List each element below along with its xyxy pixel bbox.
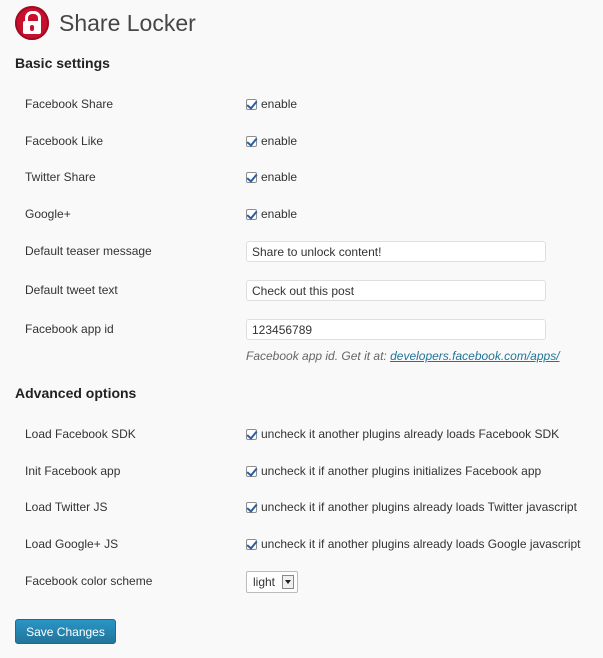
google-plus-text: enable <box>261 207 298 221</box>
facebook-like-field <box>246 134 297 148</box>
twitter-share-text: enable <box>261 170 298 184</box>
facebook-app-id-input[interactable] <box>246 319 546 340</box>
facebook-share-field <box>246 97 297 111</box>
load-twitter-js-label: Load Twitter JS <box>25 500 108 514</box>
load-twitter-js-text: uncheck it if another plugins already loads Twitter javascript <box>261 500 577 514</box>
facebook-like-text: enable <box>261 134 298 148</box>
advanced-options-heading: Advanced options <box>15 385 137 401</box>
page-title: Share Locker <box>59 9 196 36</box>
teaser-message-input[interactable] <box>246 241 546 262</box>
load-google-plus-js-checkbox[interactable] <box>246 539 257 550</box>
facebook-app-id-hint-text: Facebook app id. Get it at: <box>246 349 387 363</box>
google-plus-label: Google+ <box>25 207 71 221</box>
tweet-text-label: Default tweet text <box>25 283 118 297</box>
init-facebook-app-label: Init Facebook app <box>25 464 121 478</box>
load-facebook-sdk-field <box>246 427 559 441</box>
load-facebook-sdk-checkbox[interactable] <box>246 429 257 440</box>
color-scheme-value: light <box>253 575 276 589</box>
facebook-share-checkbox[interactable] <box>246 99 257 110</box>
twitter-share-field <box>246 170 297 184</box>
load-facebook-sdk-label: Load Facebook SDK <box>25 427 136 441</box>
facebook-share-text: enable <box>261 97 298 111</box>
teaser-message-label: Default teaser message <box>25 244 152 258</box>
init-facebook-app-checkbox[interactable] <box>246 466 257 477</box>
load-google-plus-js-label: Load Google+ JS <box>25 537 119 551</box>
load-twitter-js-field <box>246 500 577 514</box>
load-google-plus-js-field <box>246 537 581 551</box>
load-twitter-js-checkbox[interactable] <box>246 502 257 513</box>
color-scheme-select[interactable] <box>246 571 298 593</box>
init-facebook-app-text: uncheck it if another plugins initializes Facebook app <box>261 464 542 478</box>
facebook-share-label: Facebook Share <box>25 97 114 111</box>
save-changes-button[interactable]: Save Changes <box>15 619 116 644</box>
facebook-developers-link[interactable]: developers.facebook.com/apps/ <box>390 349 560 363</box>
twitter-share-checkbox[interactable] <box>246 172 257 183</box>
facebook-like-label: Facebook Like <box>25 134 104 148</box>
load-facebook-sdk-text: uncheck it another plugins already loads Facebook SDK <box>261 427 560 441</box>
google-plus-field <box>246 207 297 221</box>
basic-settings-heading: Basic settings <box>15 55 110 71</box>
chevron-down-icon[interactable] <box>282 575 294 589</box>
page-header <box>15 5 196 41</box>
lock-icon <box>15 6 49 40</box>
tweet-text-input[interactable] <box>246 280 546 301</box>
facebook-app-id-hint <box>246 349 560 363</box>
facebook-like-checkbox[interactable] <box>246 136 257 147</box>
twitter-share-label: Twitter Share <box>25 170 96 184</box>
init-facebook-app-field <box>246 464 541 478</box>
color-scheme-label: Facebook color scheme <box>25 574 153 588</box>
facebook-app-id-label: Facebook app id <box>25 322 114 336</box>
load-google-plus-js-text: uncheck it if another plugins already loads Google javascript <box>261 537 581 551</box>
google-plus-checkbox[interactable] <box>246 209 257 220</box>
